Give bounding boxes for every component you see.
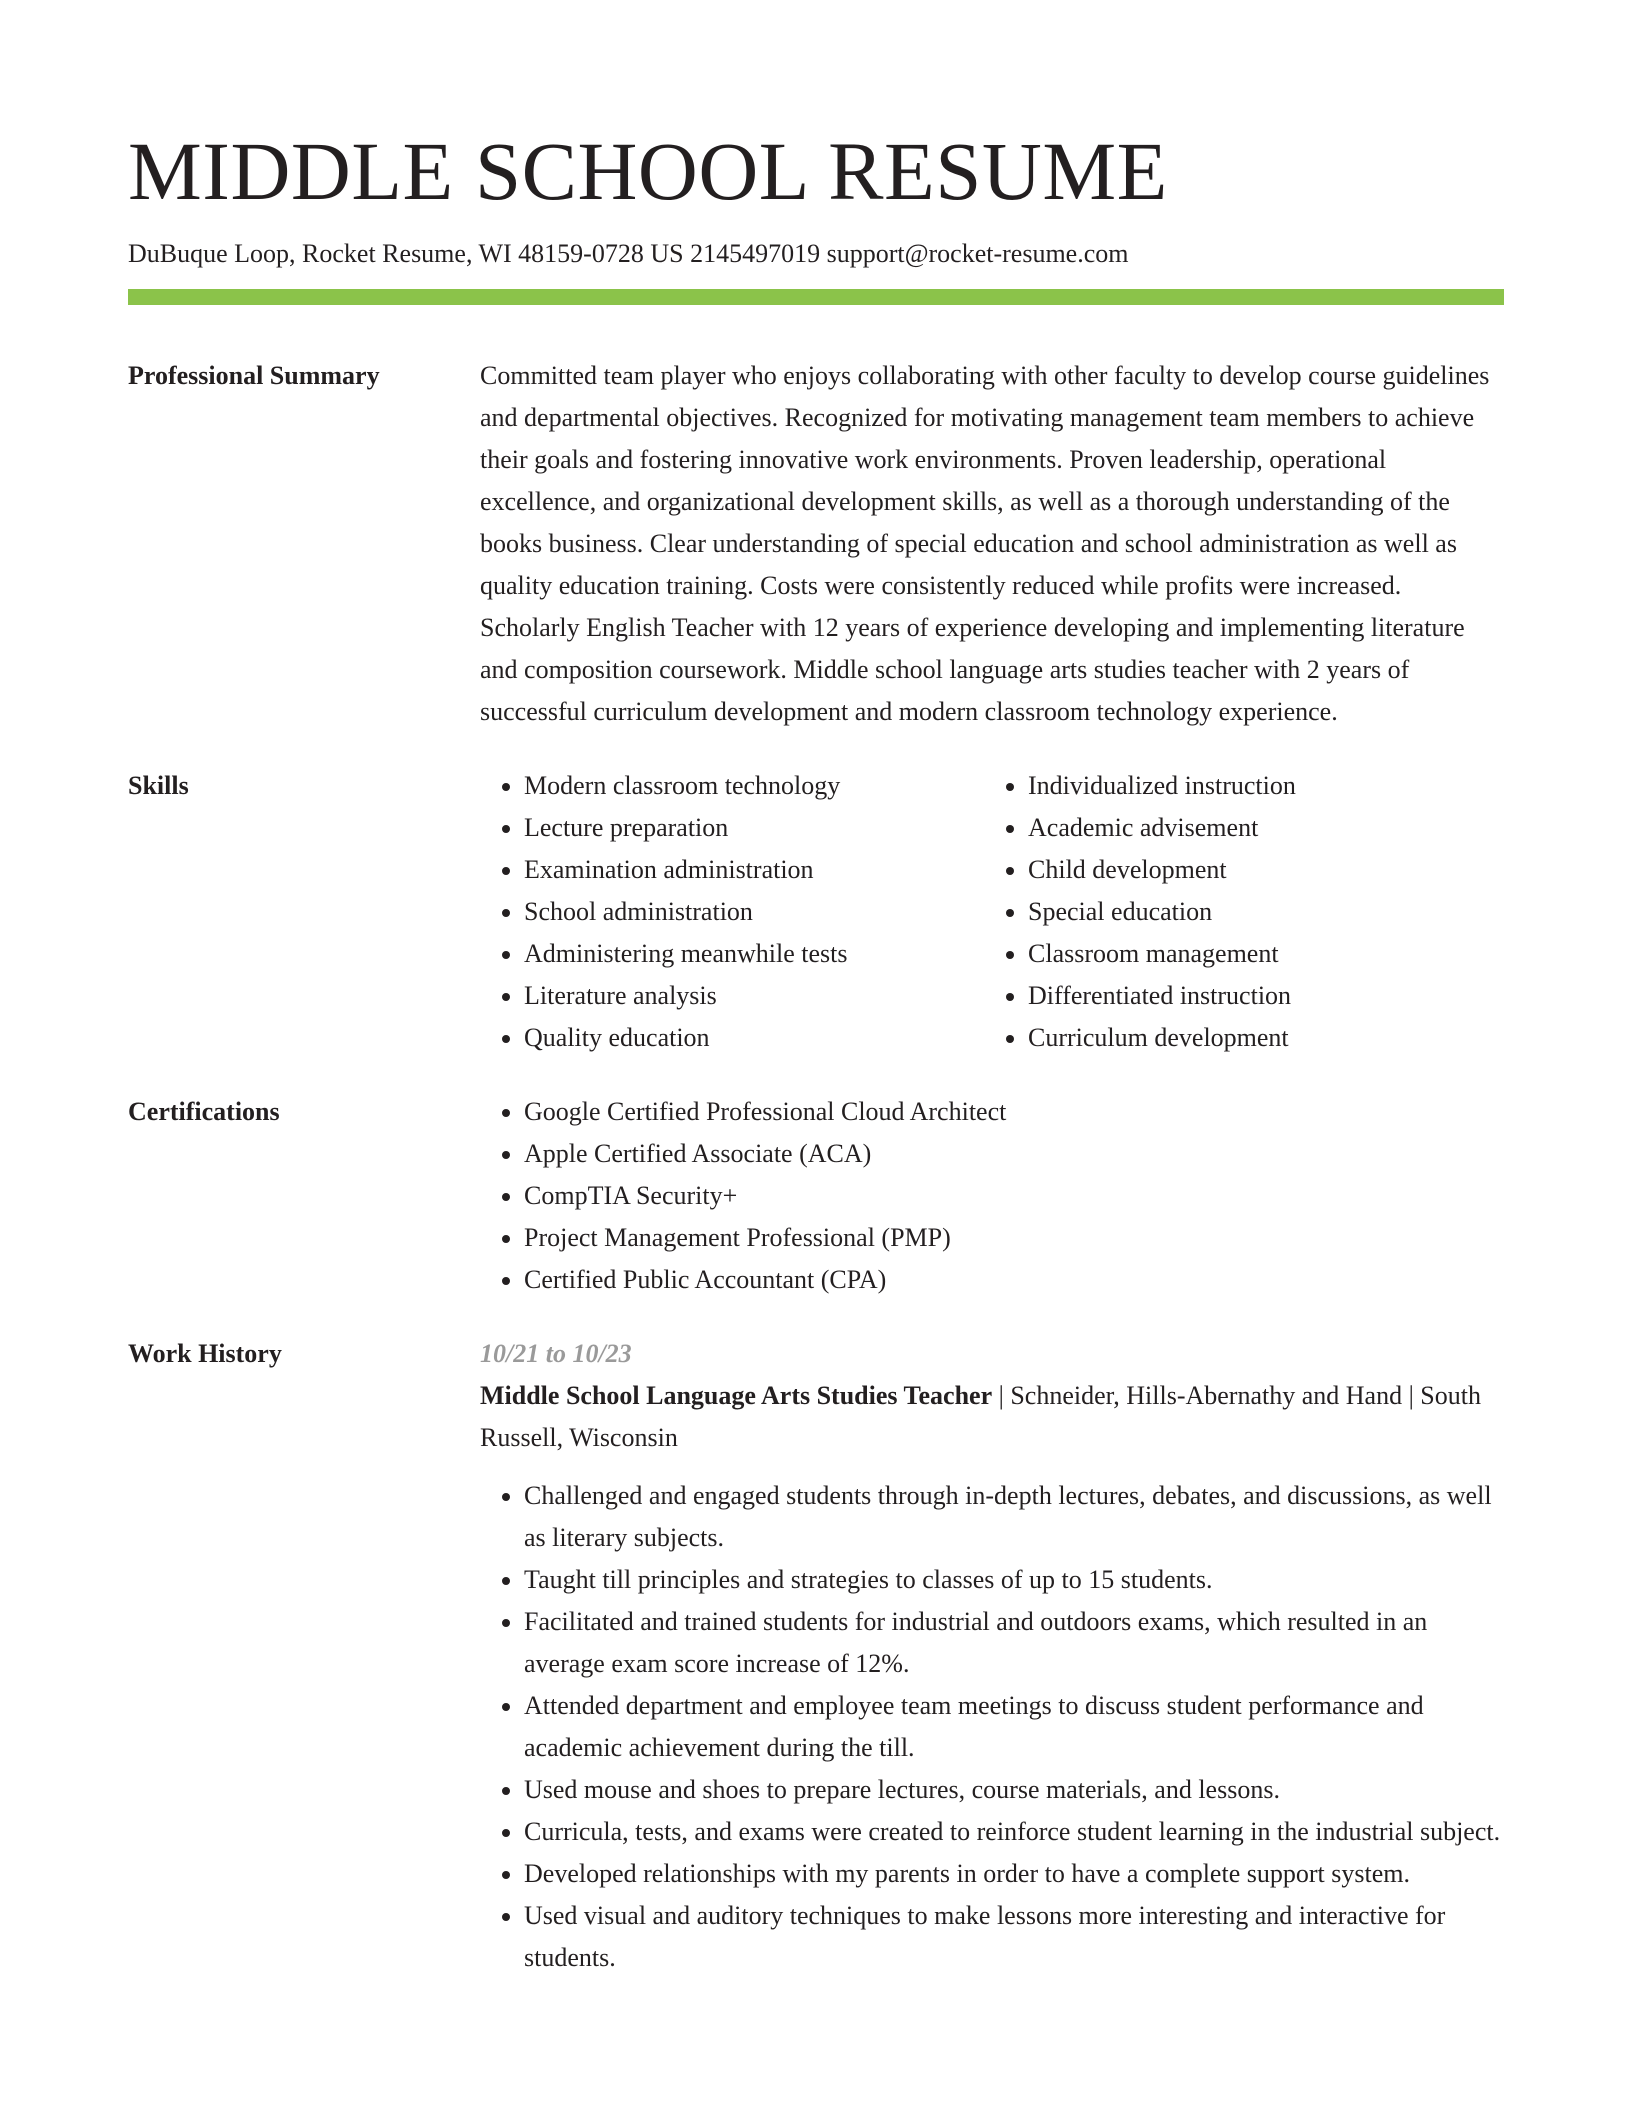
section-label-skills: Skills <box>128 770 189 800</box>
certification-item: • Project Management Professional (PMP) <box>524 1217 1504 1259</box>
job-employer-location: | Schneider, Hills-Abernathy and Hand | South Russell, Wisconsin <box>480 1380 1481 1452</box>
skills-section <box>128 765 1504 1059</box>
section-label-summary: Professional Summary <box>128 360 380 390</box>
skill-item: • Academic advisement <box>1028 807 1504 849</box>
summary-section <box>128 355 1504 733</box>
responsibility-item: • Taught till principles and strategies to classes of up to 15 students. <box>524 1559 1504 1601</box>
skill-item: • Individualized instruction <box>1028 765 1504 807</box>
summary-text: Committed team player who enjoys collaborating with other faculty to develop course guidelines and departmental objectives. Recognized for motivating management team members to achieve their goals and fostering innovative work environments. Proven leadership, operational excellence, and organizational development skills, as well as a thorough understanding of the books business. Clear understanding of special education and school administration as well as quality education training. Costs were consistently reduced while profits were increased. Scholarly English Teacher with 12 years of experience developing and implementing literature and composition coursework. Middle school language arts studies teacher with 2 years of successful curriculum development and modern classroom technology experience. <box>480 360 1490 726</box>
page-title: MIDDLE SCHOOL RESUME <box>128 125 1168 217</box>
responsibility-item: • Curricula, tests, and exams were created to reinforce student learning in the industrial subject. <box>524 1811 1504 1853</box>
skill-item: • Classroom management <box>1028 933 1504 975</box>
skill-item: • Child development <box>1028 849 1504 891</box>
certification-item: • Apple Certified Associate (ACA) <box>524 1133 1504 1175</box>
skill-item: • Curriculum development <box>1028 1017 1504 1059</box>
responsibility-item: • Facilitated and trained students for industrial and outdoors exams, which resulted in an average exam score increase of 12%. <box>524 1601 1504 1685</box>
responsibility-item: • Attended department and employee team meetings to discuss student performance and academic achievement during the till. <box>524 1685 1504 1769</box>
responsibility-item: • Used mouse and shoes to prepare lectures, course materials, and lessons. <box>524 1769 1504 1811</box>
skills-columns <box>480 765 1504 1059</box>
section-label-certifications: Certifications <box>128 1096 280 1126</box>
responsibility-item: • Developed relationships with my parents in order to have a complete support system. <box>524 1853 1504 1895</box>
job-title: Middle School Language Arts Studies Teacher <box>480 1380 993 1410</box>
skill-item: • Literature analysis <box>524 975 984 1017</box>
certifications-list <box>480 1091 1504 1301</box>
certification-item: • Google Certified Professional Cloud Architect <box>524 1091 1504 1133</box>
certification-item: • Certified Public Accountant (CPA) <box>524 1259 1504 1301</box>
skill-item: • Administering meanwhile tests <box>524 933 984 975</box>
certification-item: • CompTIA Security+ <box>524 1175 1504 1217</box>
header-divider <box>128 289 1504 305</box>
work-history-body <box>480 1333 1504 1979</box>
job-dates: 10/21 to 10/23 <box>480 1338 632 1368</box>
contact-info: DuBuque Loop, Rocket Resume, WI 48159-0728 US 2145497019 support@rocket-resume.com <box>128 239 1129 268</box>
skills-list-left <box>480 765 984 1059</box>
skill-item: • Examination administration <box>524 849 984 891</box>
section-label-work-history: Work History <box>128 1338 282 1368</box>
skill-item: • Lecture preparation <box>524 807 984 849</box>
responsibility-item: • Used visual and auditory techniques to make lessons more interesting and interactive for students. <box>524 1895 1504 1979</box>
resume-page <box>128 118 1504 1979</box>
job-responsibilities-list <box>480 1475 1504 1979</box>
skills-list-right <box>984 765 1504 1059</box>
certifications-section <box>128 1091 1504 1301</box>
skill-item: • Quality education <box>524 1017 984 1059</box>
responsibility-item: • Challenged and engaged students through in-depth lectures, debates, and discussions, as well as literary subjects. <box>524 1475 1504 1559</box>
certifications-body <box>480 1091 1504 1301</box>
skill-item: • School administration <box>524 891 984 933</box>
skill-item: • Special education <box>1028 891 1504 933</box>
skill-item: • Differentiated instruction <box>1028 975 1504 1017</box>
skill-item: • Modern classroom technology <box>524 765 984 807</box>
job-heading <box>480 1375 1504 1459</box>
work-history-section <box>128 1333 1504 1979</box>
